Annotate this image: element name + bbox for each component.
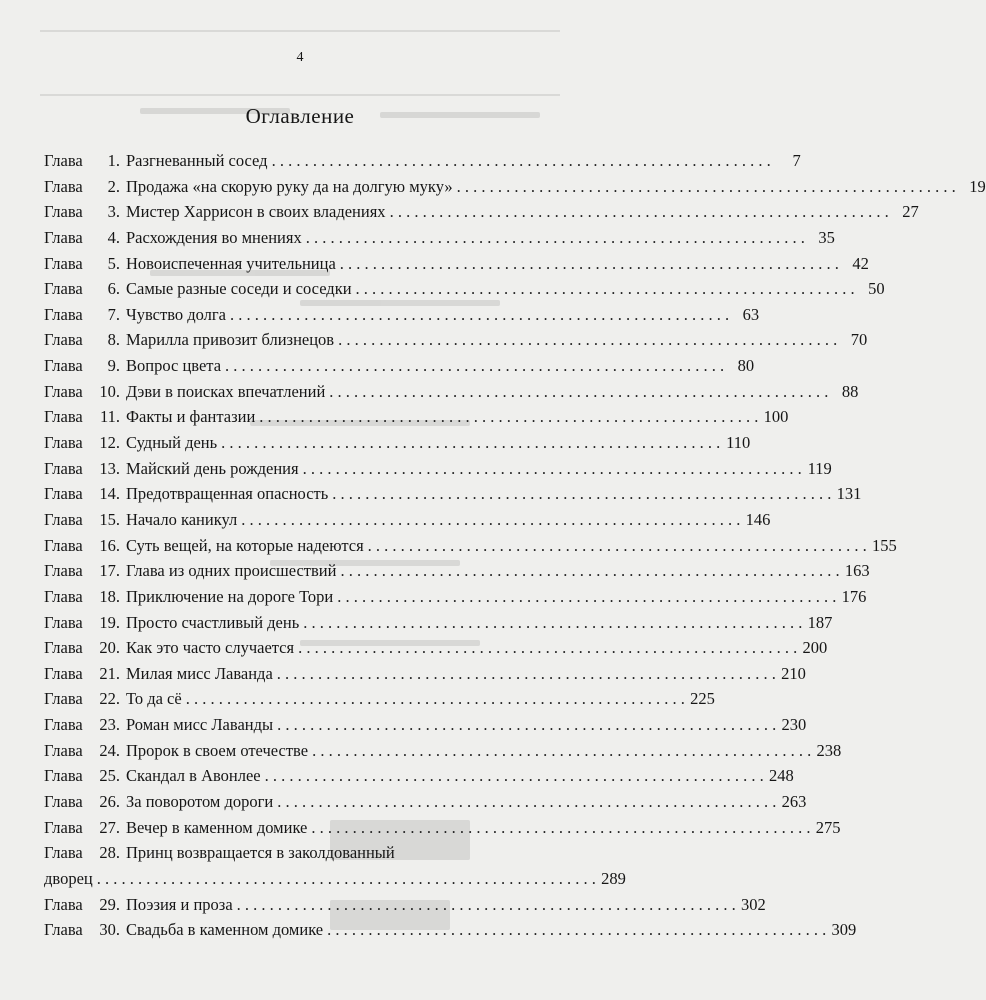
toc-page-number: 50 [868, 279, 885, 299]
toc-chapter-number: 29. [99, 894, 120, 914]
toc-chapter-label: Глава [44, 792, 83, 812]
toc-chapter-label: Глава [44, 715, 83, 735]
toc-page-number: 27 [902, 202, 919, 222]
toc-chapter-label: Глава [44, 689, 83, 709]
toc-row [44, 661, 806, 687]
toc-row-continuation [44, 866, 626, 892]
toc-page-number: 289 [601, 868, 626, 888]
toc-chapter-number: 2. [107, 176, 120, 196]
toc-chapter-title: Скандал в Авонлее [126, 766, 261, 786]
toc-chapter-label: Глава [44, 279, 83, 299]
toc-page-number: 88 [841, 381, 859, 401]
toc-dot-leader [356, 276, 855, 302]
toc-page-number: 275 [815, 817, 841, 837]
toc-chapter-title: Глава из одних происшествий [126, 561, 337, 581]
toc-dot-leader [390, 199, 889, 225]
toc-chapter-label: Глава [44, 227, 83, 247]
toc-page-number: 176 [841, 586, 867, 606]
toc-dot-leader [340, 558, 839, 584]
toc-page-number: 248 [769, 766, 794, 786]
toc-chapter-title: Как это часто случается [126, 638, 295, 658]
toc-chapter-label: Глава [44, 561, 83, 581]
toc-chapter-number: 18. [99, 586, 120, 606]
toc-chapter-title: За поворотом дороги [126, 792, 274, 812]
toc-row [44, 584, 867, 610]
toc-chapter-title: Свадьба в каменном домике [126, 920, 324, 940]
toc-dot-leader [303, 610, 802, 636]
toc-row [44, 148, 801, 174]
toc-row [44, 481, 862, 507]
toc-row [44, 456, 832, 482]
toc-row [44, 738, 842, 764]
toc-chapter-number: 30. [99, 920, 120, 940]
toc-page-number: 80 [737, 356, 755, 376]
toc-chapter-title: Предотвращенная опасность [126, 484, 329, 504]
toc-page-number: 302 [741, 894, 766, 914]
toc-page-number: 225 [690, 689, 715, 709]
toc-dot-leader [237, 892, 736, 918]
toc-chapter-number: 28. [99, 843, 120, 863]
toc-chapter-title: Начало каникул [126, 509, 238, 529]
toc-dot-leader [303, 456, 802, 482]
toc-page-number: 70 [850, 330, 868, 350]
toc-chapter-title: Факты и фантазии [126, 407, 256, 427]
toc-chapter-title: То да сё [126, 689, 182, 709]
toc-page-number: 119 [807, 458, 832, 478]
toc-chapter-number: 6. [107, 279, 120, 299]
toc-chapter-label: Глава [44, 356, 83, 376]
toc-page-number: 238 [816, 740, 842, 760]
toc-page-number: 131 [836, 484, 862, 504]
toc-row [44, 917, 857, 943]
toc-chapter-title-continued: дворец [44, 868, 93, 888]
toc-dot-leader [312, 738, 811, 764]
toc-chapter-title: Марилла привозит близнецов [126, 330, 335, 350]
toc-dot-leader [327, 917, 826, 943]
toc-chapter-title: Роман мисс Лаванды [126, 715, 274, 735]
toc-row [44, 686, 715, 712]
toc-chapter-label: Глава [44, 304, 83, 324]
toc-chapter-label: Глава [44, 766, 83, 786]
toc-page-number: 263 [781, 792, 807, 812]
toc-row [44, 892, 766, 918]
toc-page-number: 309 [831, 920, 857, 940]
toc-chapter-number: 15. [99, 509, 120, 529]
toc-row [44, 379, 859, 405]
toc-chapter-title: Милая мисс Лаванда [126, 663, 273, 683]
toc-chapter-number: 12. [99, 433, 120, 453]
toc-chapter-title: Чувство долга [126, 304, 227, 324]
toc-chapter-title: Вечер в каменном домике [126, 817, 308, 837]
table-of-contents [44, 148, 986, 943]
toc-chapter-title: Разгневанный сосед [126, 151, 268, 170]
toc-row [44, 404, 789, 430]
toc-dot-leader [265, 763, 764, 789]
toc-dot-leader [221, 430, 720, 456]
page-number: 4 [296, 50, 304, 65]
toc-chapter-title: Продажа «на скорую руку да на долгую муку» [126, 176, 453, 196]
toc-chapter-title: Расхождения во мнениях [126, 227, 302, 247]
toc-chapter-number: 8. [107, 330, 120, 350]
toc-page-number: 210 [781, 663, 806, 683]
toc-dot-leader [306, 225, 805, 251]
toc-dot-leader [277, 661, 776, 687]
toc-chapter-label: Глава [44, 176, 83, 196]
toc-dot-leader [186, 686, 685, 712]
toc-dot-leader [272, 148, 771, 174]
toc-row [44, 507, 771, 533]
toc-dot-leader [277, 712, 776, 738]
toc-chapter-label: Глава [44, 253, 83, 273]
toc-chapter-number: 25. [99, 766, 120, 786]
toc-dot-leader [97, 866, 596, 892]
page-title: Оглавление [245, 104, 355, 128]
toc-chapter-number: 13. [99, 458, 120, 478]
toc-chapter-title: Дэви в поисках впечатлений [126, 381, 326, 401]
toc-row [44, 199, 919, 225]
toc-chapter-label: Глава [44, 433, 83, 453]
toc-dot-leader [298, 635, 797, 661]
toc-chapter-number: 7. [107, 304, 120, 324]
toc-chapter-label: Глава [44, 151, 83, 170]
toc-chapter-number: 10. [99, 381, 120, 401]
toc-row [44, 174, 986, 200]
toc-dot-leader [277, 789, 776, 815]
toc-dot-leader [259, 404, 758, 430]
toc-page-number: 42 [852, 253, 869, 273]
toc-chapter-number: 22. [99, 689, 120, 709]
toc-page-number: 163 [844, 561, 870, 581]
toc-chapter-title: Просто счастливый день [126, 612, 300, 632]
toc-page-number: 200 [802, 638, 828, 658]
toc-row [44, 635, 828, 661]
toc-dot-leader [241, 507, 740, 533]
toc-chapter-number: 14. [99, 484, 120, 504]
toc-chapter-label: Глава [44, 638, 83, 658]
toc-page-number: 100 [763, 407, 789, 427]
toc-row [44, 763, 794, 789]
toc-chapter-number: 1. [107, 151, 120, 170]
toc-chapter-title: Суть вещей, на которые надеются [126, 535, 364, 555]
toc-row [44, 430, 751, 456]
toc-row [44, 251, 869, 277]
toc-chapter-label: Глава [44, 894, 83, 914]
toc-row [44, 712, 807, 738]
toc-row [44, 558, 870, 584]
toc-chapter-number: 17. [99, 561, 120, 581]
toc-dot-leader [337, 584, 836, 610]
toc-chapter-number: 20. [99, 638, 120, 658]
toc-chapter-title: Мистер Харрисон в своих владениях [126, 202, 386, 222]
toc-chapter-number: 16. [99, 535, 120, 555]
toc-chapter-label: Глава [44, 612, 83, 632]
toc-chapter-number: 21. [99, 663, 120, 683]
toc-row [44, 815, 841, 841]
toc-chapter-number: 9. [107, 356, 120, 376]
toc-chapter-number: 3. [107, 202, 120, 222]
toc-row [44, 610, 833, 636]
toc-chapter-label: Глава [44, 407, 83, 427]
toc-chapter-label: Глава [44, 458, 83, 478]
toc-chapter-label: Глава [44, 663, 83, 683]
toc-chapter-label: Глава [44, 535, 83, 555]
toc-dot-leader [340, 251, 839, 277]
toc-page-number: 230 [781, 715, 807, 735]
toc-chapter-label: Глава [44, 586, 83, 606]
toc-row [44, 789, 807, 815]
toc-chapter-label: Глава [44, 843, 83, 863]
toc-dot-leader [338, 327, 837, 353]
toc-row [44, 225, 835, 251]
toc-page-number: 146 [745, 509, 771, 529]
toc-dot-leader [332, 481, 831, 507]
toc-page-number: 19 [969, 176, 986, 196]
toc-row [44, 302, 760, 328]
toc-chapter-number: 5. [107, 253, 120, 273]
toc-page-number: 63 [742, 304, 760, 324]
toc-dot-leader [311, 815, 810, 841]
toc-chapter-number: 24. [99, 740, 120, 760]
toc-chapter-number: 19. [99, 612, 120, 632]
toc-chapter-title: Приключение на дороге Тори [126, 586, 334, 606]
toc-chapter-label: Глава [44, 381, 83, 401]
toc-chapter-label: Глава [44, 740, 83, 760]
toc-dot-leader [230, 302, 729, 328]
toc-dot-leader [368, 533, 867, 559]
toc-chapter-title: Вопрос цвета [126, 356, 222, 376]
toc-dot-leader [329, 379, 828, 405]
toc-chapter-label: Глава [44, 330, 83, 350]
toc-row [44, 276, 885, 302]
toc-chapter-number: 23. [99, 715, 120, 735]
toc-chapter-title: Судный день [126, 433, 218, 453]
toc-chapter-number: 11. [99, 407, 120, 427]
toc-page-number: 7 [792, 151, 801, 170]
toc-chapter-number: 26. [99, 792, 120, 812]
toc-page-number: 110 [726, 433, 751, 453]
toc-page-number: 187 [807, 612, 833, 632]
toc-chapter-label: Глава [44, 920, 83, 940]
toc-chapter-label: Глава [44, 484, 83, 504]
toc-chapter-label: Глава [44, 509, 83, 529]
toc-chapter-title: Поэзия и проза [126, 894, 233, 914]
toc-chapter-number: 4. [107, 227, 120, 247]
toc-row [44, 533, 897, 559]
toc-row [44, 353, 755, 379]
toc-page-number: 35 [818, 227, 835, 247]
toc-chapter-label: Глава [44, 202, 83, 222]
toc-row [44, 327, 868, 353]
toc-page-number: 155 [872, 535, 897, 555]
toc-dot-leader [457, 174, 956, 200]
toc-chapter-title: Новоиспеченная учительница [126, 253, 336, 273]
toc-chapter-title: Пророк в своем отечестве [126, 740, 309, 760]
toc-row [44, 840, 556, 866]
toc-chapter-label: Глава [44, 817, 83, 837]
toc-chapter-number: 27. [99, 817, 120, 837]
toc-chapter-title: Принц возвращается в заколдованный [126, 843, 395, 863]
toc-dot-leader [225, 353, 724, 379]
toc-chapter-title: Самые разные соседи и соседки [126, 279, 352, 299]
toc-chapter-title: Майский день рождения [126, 458, 299, 478]
